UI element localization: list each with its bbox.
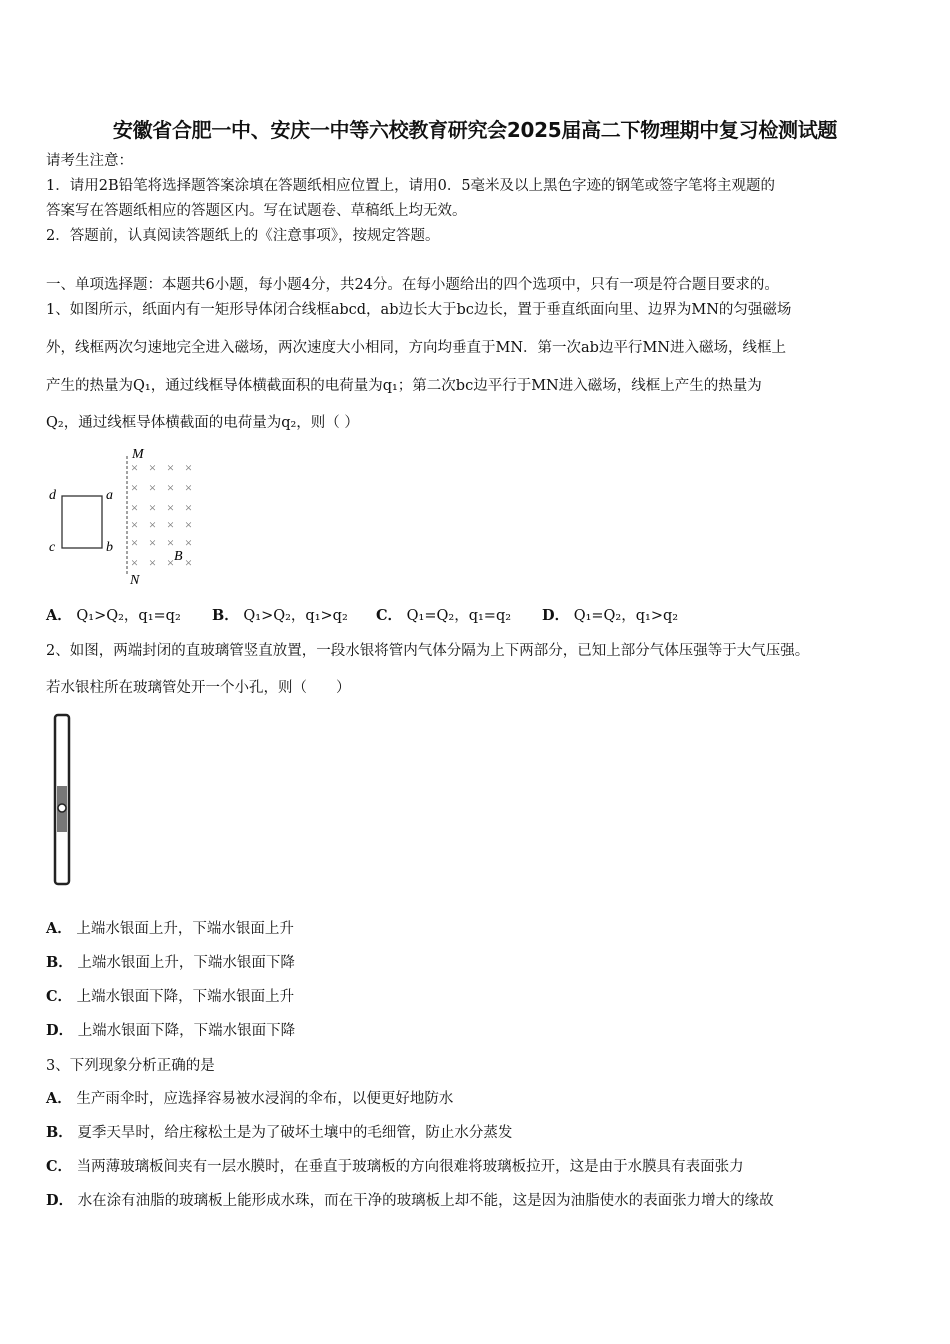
field-cross-icon: ×	[166, 480, 175, 495]
field-cross-icon: ×	[130, 480, 139, 495]
field-cross-icon: ×	[184, 500, 193, 515]
field-cross-icon: ×	[184, 555, 193, 570]
label-a: a	[106, 488, 113, 503]
label-b: b	[106, 540, 113, 555]
q1-stem-line: 产生的热量为Q₁，通过线框导体横截面积的电荷量为q₁；第二次bc边平行于MN进入磁场，线框上产生的热量为	[46, 378, 762, 394]
field-cross-icon: ×	[148, 517, 157, 532]
q1-option-c: C． Q₁=Q₂，q₁=q₂	[376, 607, 512, 624]
field-cross-icon: ×	[148, 460, 157, 475]
field-cross-icon: ×	[130, 460, 139, 475]
q3-option-c: C． 当两薄玻璃板间夹有一层水膜时，在垂直于玻璃板的方向很难将玻璃板拉开，这是由于水膜具有表面张力	[46, 1158, 744, 1175]
field-cross-icon: ×	[184, 517, 193, 532]
q2-option-b: B． 上端水银面上升，下端水银面下降	[46, 954, 295, 971]
field-cross-icon: ×	[130, 535, 139, 550]
q1-option-b: B． Q₁>Q₂，q₁>q₂	[212, 607, 348, 624]
field-cross-icon: ×	[166, 500, 175, 515]
notice-heading: 请考生注意：	[46, 153, 133, 169]
q2-option-d: D． 上端水银面下降，下端水银面下降	[46, 1022, 296, 1039]
q1-magnetic-field-figure	[44, 446, 214, 591]
document-title: 安徽省合肥一中、安庆一中等六校教育研究会2025届高二下物理期中复习检测试题	[112, 118, 838, 142]
q2-stem-line: 若水银柱所在玻璃管处开一个小孔，则（ ）	[46, 680, 351, 696]
q1-stem-line: 1、如图所示，纸面内有一矩形导体闭合线框abcd，ab边长大于bc边长，置于垂直纸面向里、边界为MN的匀强磁场	[46, 302, 792, 318]
q1-option-a: A． Q₁>Q₂，q₁=q₂	[46, 607, 181, 624]
q3-option-d: D． 水在涂有油脂的玻璃板上能形成水珠，而在干净的玻璃板上却不能，这是因为油脂使水的表面张力增大的缘故	[46, 1192, 774, 1209]
small-hole-icon	[58, 804, 66, 812]
label-c: c	[49, 540, 56, 555]
q2-option-c: C． 上端水银面下降，下端水银面上升	[46, 988, 295, 1005]
q2-stem-line: 2、如图，两端封闭的直玻璃管竖直放置，一段水银将管内气体分隔为上下两部分，已知上部分气体压强等于大气压强。	[46, 643, 810, 659]
field-cross-icon: ×	[148, 480, 157, 495]
field-cross-icon: ×	[148, 500, 157, 515]
q3-option-b: B． 夏季天旱时，给庄稼松土是为了破坏土壤中的毛细管，防止水分蒸发	[46, 1124, 513, 1141]
label-N: N	[130, 573, 140, 588]
field-cross-icon: ×	[184, 480, 193, 495]
q1-option-d: D． Q₁=Q₂，q₁>q₂	[542, 607, 679, 624]
field-cross-icon: ×	[148, 535, 157, 550]
notice-line: 答案写在答题纸相应的答题区内。写在试题卷、草稿纸上均无效。	[46, 203, 467, 219]
label-B: B	[174, 549, 183, 564]
field-cross-icon: ×	[166, 460, 175, 475]
field-cross-icon: ×	[130, 517, 139, 532]
field-cross-icon: ×	[130, 555, 139, 570]
field-cross-icon: ×	[166, 555, 175, 570]
q1-stem-line: 外，线框两次匀速地完全进入磁场，两次速度大小相同，方向均垂直于MN．第一次ab边平行MN进入磁场，线框上	[46, 340, 786, 356]
notice-line: 1．请用2B铅笔将选择题答案涂填在答题纸相应位置上，请用0．5毫米及以上黑色字迹的钢笔或签字笔将主观题的	[46, 178, 776, 194]
field-cross-icon: ×	[184, 535, 193, 550]
field-cross-icon: ×	[184, 460, 193, 475]
q2-option-a: A． 上端水银面上升，下端水银面上升	[46, 920, 294, 937]
field-cross-icon: ×	[166, 517, 175, 532]
q3-stem: 3、下列现象分析正确的是	[46, 1058, 215, 1074]
label-M: M	[132, 447, 144, 462]
q3-option-a: A． 生产雨伞时，应选择容易被水浸润的伞布，以便更好地防水	[46, 1090, 454, 1107]
section-heading: 一、单项选择题：本题共6小题，每小题4分，共24分。在每小题给出的四个选项中，只有一项是符合题目要求的。	[46, 277, 779, 293]
field-cross-icon: ×	[166, 535, 175, 550]
field-cross-icon: ×	[130, 500, 139, 515]
glass-tube-figure	[50, 712, 76, 888]
field-cross-icon: ×	[148, 555, 157, 570]
notice-line: 2．答题前，认真阅读答题纸上的《注意事项》，按规定答题。	[46, 228, 440, 244]
q1-stem-line: Q₂，通过线框导体横截面的电荷量为q₂，则（ ）	[46, 415, 359, 431]
label-d: d	[49, 488, 56, 503]
